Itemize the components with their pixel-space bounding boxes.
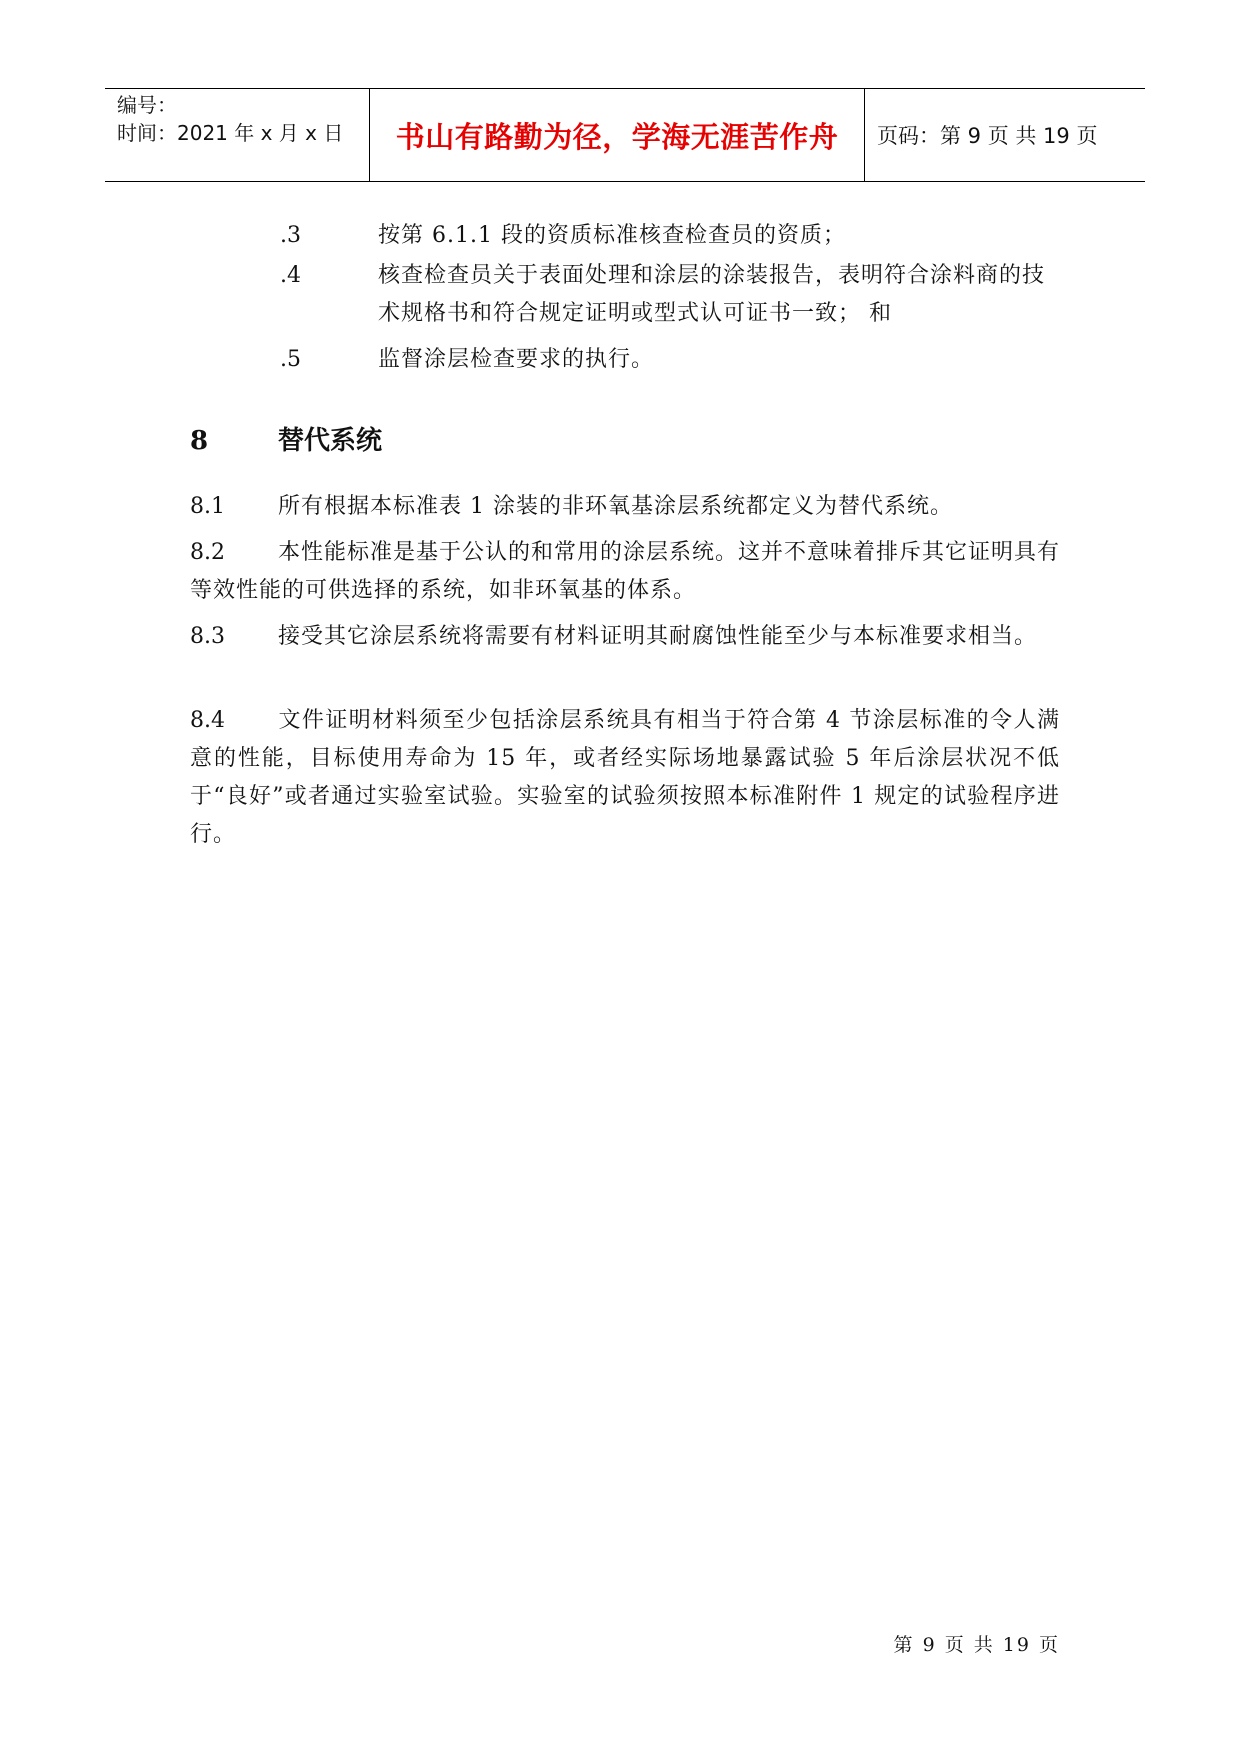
document-number-label: 编号： xyxy=(117,93,177,117)
paragraph xyxy=(190,702,1060,854)
list-item-number: .3 xyxy=(280,223,301,248)
section-number: 8 xyxy=(190,426,209,456)
list-item-text: 按第 6.1.1 段的资质标准核查检查员的资质； xyxy=(378,223,846,248)
paragraph xyxy=(190,618,1060,656)
header-page-label: 页码：第 9 页 共 19 页 xyxy=(877,124,1098,148)
header-motto-cell xyxy=(370,89,865,181)
paragraph-number: 8.3 xyxy=(190,624,225,649)
paragraph-number: 8.4 xyxy=(190,708,225,733)
footer-page-number: 第 9 页 共 19 页 xyxy=(893,1634,1060,1656)
paragraph-number: 8.2 xyxy=(190,540,225,565)
list-item-number: .5 xyxy=(280,347,301,372)
document-header xyxy=(105,88,1145,182)
list-item-number: .4 xyxy=(280,263,301,288)
paragraph xyxy=(190,488,1060,526)
paragraph xyxy=(190,534,1060,610)
paragraph-text: 本性能标准是基于公认的和常用的涂层系统。这并不意味着排斥其它证明具有等效性能的可供选择的系统，如非环氧基的体系。 xyxy=(190,540,1061,603)
paragraph-text: 所有根据本标准表 1 涂装的非环氧基涂层系统都定义为替代系统。 xyxy=(278,494,953,519)
paragraph-number: 8.1 xyxy=(190,494,225,519)
section-title: 替代系统 xyxy=(278,426,383,456)
document-time-label: 时间：2021 年 x 月 x 日 xyxy=(117,121,344,145)
list-item-text: 核查检查员关于表面处理和涂层的涂装报告，表明符合涂料商的技术规格书和符合规定证明或型式认可证书一致； 和 xyxy=(378,263,1046,326)
paragraph-text: 接受其它涂层系统将需要有材料证明其耐腐蚀性能至少与本标准要求相当。 xyxy=(278,624,1038,649)
header-page-cell xyxy=(865,89,1145,181)
page-footer xyxy=(880,1630,1060,1657)
list-item-text: 监督涂层检查要求的执行。 xyxy=(378,347,655,372)
paragraph-text: 文件证明材料须至少包括涂层系统具有相当于符合第 4 节涂层标准的令人满意的性能，目标使用寿命为 15 年，或者经实际场地暴露试验 5 年后涂层状况不低于“良好”或者通过实验室试验。实验室的试验须按照本标准附件 1 规定的试验程序进行。 xyxy=(190,708,1060,847)
header-meta-cell xyxy=(105,89,370,181)
header-motto: 书山有路勤为径，学海无涯苦作舟 xyxy=(395,119,839,154)
